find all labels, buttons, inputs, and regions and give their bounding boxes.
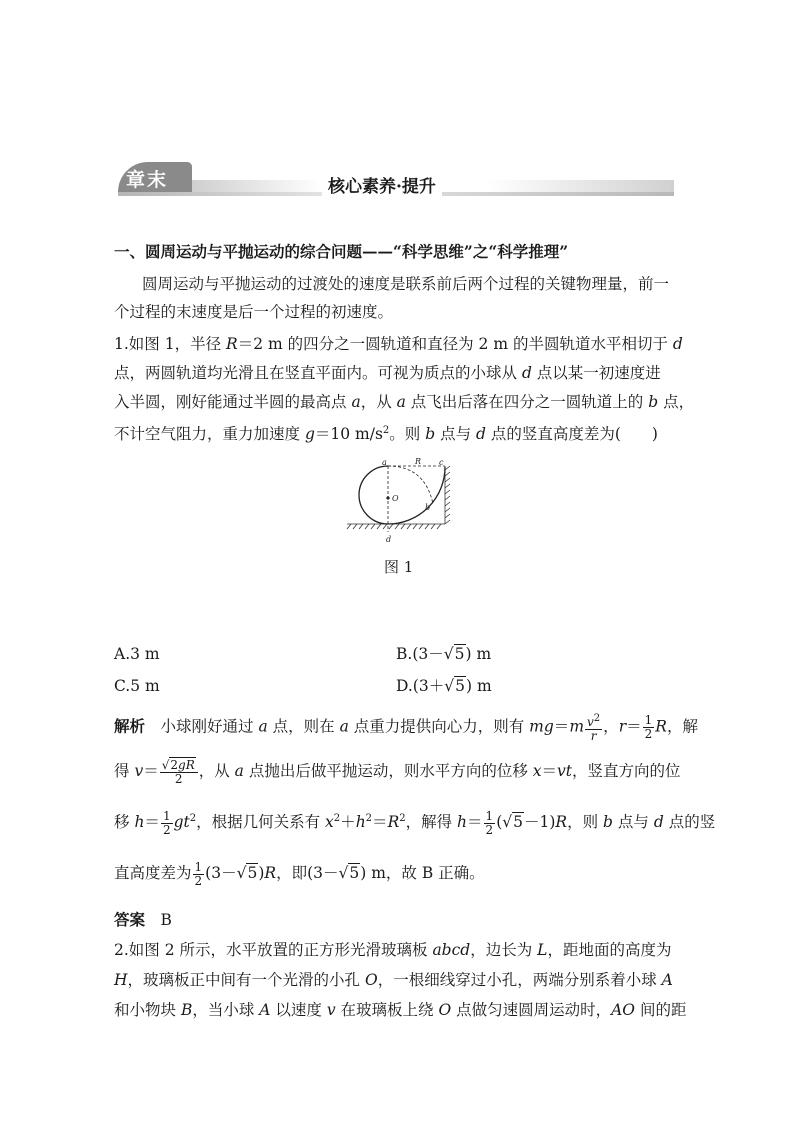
fig-label-b: b [425,503,431,512]
q1-line-2: 点，两圆轨道均光滑且在竖直平面内。可视为质点的小球从 d 点以某一初速度进 [114,364,661,382]
figure-1-diagram [345,458,455,544]
fig-label-a: a [382,458,387,467]
answer: 答案 B [114,910,172,929]
q1-line-3: 入半圆，刚好能通过半圆的最高点 a，从 a 点飞出后落在四分之一圆轨道上的 b 点， [114,393,695,411]
intro-line-2: 个过程的末速度是后一个过程的初速度。 [114,303,394,321]
q2-line-1: 2.如图 2 所示，水平放置的正方形光滑玻璃板 abcd，边长为 L，距地面的高度为 [114,941,672,959]
fig-label-c: c [439,458,444,467]
fig-label-O: O [392,494,399,503]
q2-line-3: 和小物块 B，当小球 A 以速度 v 在玻璃板上绕 O 点做匀速圆周运动时，AO 间的距 [114,1001,687,1019]
section-heading: 一、圆周运动与平抛运动的综合问题——“科学思维”之“科学推理” [114,242,569,261]
solution-line-4: 直高度差为 $\frac{1}{2}$ (3－√5)R，即(3－√5) m，故 B 正确。 [114,859,485,888]
figure-1-caption: 图 1 [384,558,414,576]
fig-label-R: R [415,458,422,466]
option-d: D.(3＋√5) m [396,677,492,695]
header-gradient-left [192,180,322,192]
intro-line-1: 圆周运动与平抛运动的过渡处的速度是联系前后两个过程的关键物理量，前一 [142,275,670,293]
q2-line-2: H，玻璃板正中间有一个光滑的小孔 O，一根细线穿过小孔，两端分别系着小球 A [114,971,673,989]
chapter-end-tab-label: 章末 [126,169,169,191]
header-gradient-right [488,180,674,192]
option-c: C.5 m [114,677,160,695]
solution-line-1: 解析 小球刚好通过 a 点，则在 a 点重力提供向心力，则有 mg＝m $\frac{v^2}{r}$ ，r＝ $\frac{1}{2}$ R，解 [114,713,698,743]
option-a: A.3 m [114,645,160,663]
solution-line-2: 得 v＝ $\frac{√2gR}{2}$ ，从 a 点抛出后做平抛运动，则水平方向的位移 x＝vt，竖直方向的位 [114,757,681,786]
section-title: 核心素养·提升 [322,172,442,197]
fig-label-d: d [386,535,392,544]
q1-line-1: 1.如图 1，半径 R＝2 m 的四分之一圆轨道和直径为 2 m 的半圆轨道水平相切于 d [114,335,683,353]
q1-line-4: 不计空气阻力，重力加速度 g＝10 $m/s^2$。则 b 点与 d 点的竖直高度差为( ) [114,425,658,444]
solution-line-3: 移 h＝ $\frac{1}{2}$ $gt^2$，根据几何关系有 $x^2+h^2=R^2$，解得 h＝ $\frac{1}{2}$ (√5－1)R，则 b 点与 d 点的竖 [114,808,716,837]
option-b: B.(3－√5) m [396,645,492,663]
